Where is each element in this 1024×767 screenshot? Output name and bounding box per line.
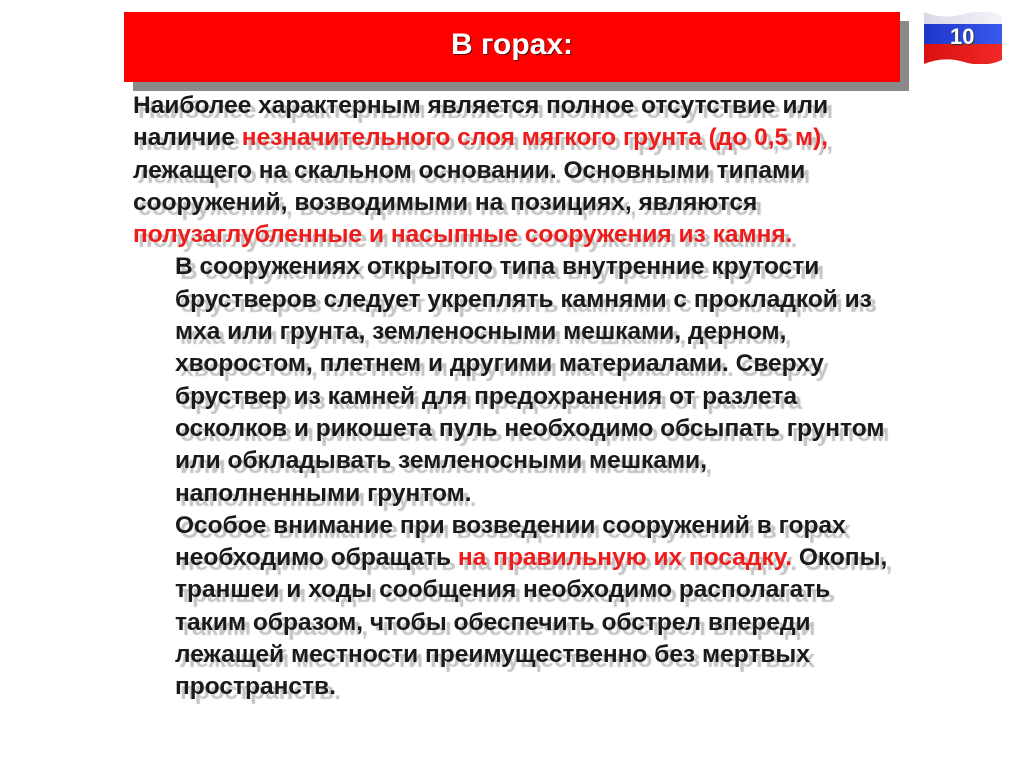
highlighted-text: незначительного слоя мягкого грунта (до 0,5 м), — [241, 124, 829, 152]
highlighted-text: полузаглубленные и насыпные сооружения из камня. — [133, 221, 793, 249]
highlighted-text: на правильную их посадку. — [457, 544, 793, 572]
text-run: Окопы, траншеи и ходы сообщения необходимо располагать таким образом, чтобы обеспечить обстрел впереди лежащей местности преимущественно без мертвых пространств. — [175, 544, 888, 701]
text-run: Наиболее характерным является полное отсутствие или наличие — [133, 92, 829, 152]
body-text — [133, 90, 891, 704]
title-bar — [124, 12, 900, 82]
slide-number: 10 — [950, 24, 975, 49]
text-run: В сооружениях открытого типа внутренние крутости брустверов следует укреплять камнями с прокладкой из мха или грунта, земленосными мешками, дерном, хворостом, плетнем и другими материалами. Сверху бруствер из камней для предохранения от разлета осколков и рикошета пуль необходимо обсыпать грунтом или обкладывать земленосными мешками, наполненными грунтом. — [175, 253, 885, 507]
page-title: В горах: — [450, 28, 574, 61]
text-run: Особое внимание при возведении сооружений в горах необходимо обращать — [175, 511, 846, 572]
paragraph-2 — [133, 251, 891, 509]
paragraph-1 — [133, 90, 891, 251]
text-run: лежащего на скальном основании. Основными типами сооружений, возводимыми на позициях, являются — [133, 156, 806, 216]
paragraph-3 — [133, 510, 891, 704]
